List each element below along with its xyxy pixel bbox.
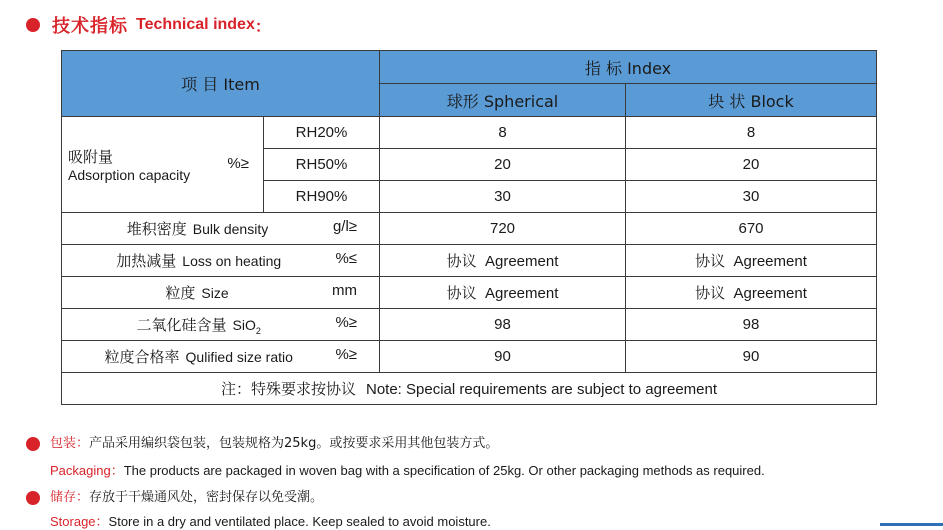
packaging-cn-line xyxy=(26,432,498,451)
packaging-text-cn: 产品采用编织袋包装，包装规格为25kg。或按要求采用其他包装方式。 xyxy=(89,436,499,451)
storage-cn-line xyxy=(26,486,323,505)
bullet-dot-icon xyxy=(26,18,40,32)
table-row xyxy=(62,373,877,405)
block-value: 协议 Agreement xyxy=(626,245,877,277)
packaging-label-cn: 包装： xyxy=(50,436,90,451)
storage-label-cn: 储存： xyxy=(50,490,90,505)
block-value: 8 xyxy=(626,117,877,149)
block-value: 协议 Agreement xyxy=(626,277,877,309)
adsorption-label-cell xyxy=(62,117,264,213)
table-row xyxy=(62,117,877,149)
rh-label: RH90% xyxy=(264,181,380,213)
size-label: 粒度 Size mm xyxy=(62,277,380,309)
table-row xyxy=(62,309,877,341)
storage-text-en: Store in a dry and ventilated place. Keep sealed to avoid moisture. xyxy=(108,514,491,529)
loss-on-heating-label: 加热减量 Loss on heating %≤ xyxy=(62,245,380,277)
block-value: 670 xyxy=(626,213,877,245)
heading-en: Technical index xyxy=(136,16,255,33)
spherical-value: 720 xyxy=(380,213,626,245)
adsorption-en: Adsorption capacity xyxy=(68,167,191,183)
table-row xyxy=(62,213,877,245)
spec-table xyxy=(61,50,877,405)
rh-label: RH20% xyxy=(264,117,380,149)
spherical-value: 30 xyxy=(380,181,626,213)
packaging-label-en: Packaging： xyxy=(50,463,124,478)
sio2-content-label: 二氧化硅含量 SiO$_2$ %≥ xyxy=(62,309,380,341)
spherical-value: 20 xyxy=(380,149,626,181)
block-header: 块 状 Block xyxy=(626,84,877,117)
bullet-dot-icon xyxy=(26,437,40,451)
table-row xyxy=(62,245,877,277)
size-ratio-label: 粒度合格率 Qulified size ratio %≥ xyxy=(62,341,380,373)
adsorption-cn: 吸附量 xyxy=(68,148,114,166)
bulk-density-label: 堆积密度 Bulk density g/l≥ xyxy=(62,213,380,245)
rh-label: RH50% xyxy=(264,149,380,181)
heading-colon: ： xyxy=(254,16,271,36)
table-row xyxy=(62,341,877,373)
adsorption-unit: %≥ xyxy=(227,155,249,172)
spherical-header: 球形 Spherical xyxy=(380,84,626,117)
note-en: Note: Special requirements are subject to agreement xyxy=(366,381,718,398)
packaging-text-en: The products are packaged in woven bag with a specification of 25kg. Or other packaging methods as required. xyxy=(123,463,765,478)
bullet-dot-icon xyxy=(26,491,40,505)
spherical-value: 90 xyxy=(380,341,626,373)
storage-text-cn: 存放于干燥通风处，密封保存以免受潮。 xyxy=(89,490,324,505)
note-cn: 注：特殊要求按协议 xyxy=(220,380,356,398)
item-header: 项 目 Item xyxy=(62,51,380,117)
section-heading xyxy=(26,10,271,40)
index-header: 指 标 Index xyxy=(380,51,877,84)
spherical-value: 8 xyxy=(380,117,626,149)
heading-cn: 技术指标 xyxy=(52,16,128,37)
storage-en-line xyxy=(50,511,491,530)
block-value: 98 xyxy=(626,309,877,341)
table-row xyxy=(62,277,877,309)
block-value: 90 xyxy=(626,341,877,373)
spherical-value: 协议 Agreement xyxy=(380,245,626,277)
storage-label-en: Storage： xyxy=(50,514,109,529)
spherical-value: 协议 Agreement xyxy=(380,277,626,309)
note-row xyxy=(62,373,877,405)
block-value: 20 xyxy=(626,149,877,181)
packaging-en-line xyxy=(50,460,765,479)
block-value: 30 xyxy=(626,181,877,213)
spherical-value: 98 xyxy=(380,309,626,341)
